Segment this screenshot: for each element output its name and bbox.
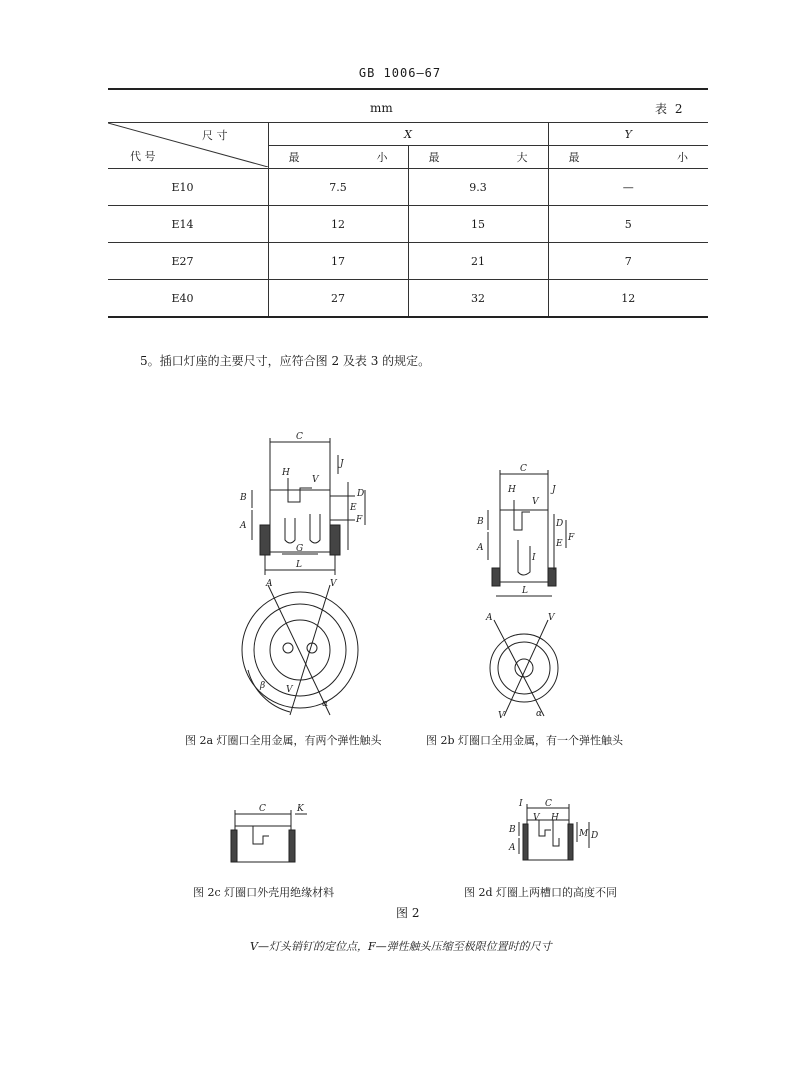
corner-header-dimension: 尺 寸 bbox=[202, 129, 228, 142]
table-unit: mm bbox=[370, 101, 393, 115]
fig2b-label-i: I bbox=[532, 553, 536, 563]
table-number: 表 2 bbox=[655, 102, 685, 116]
fig2a-label-b: B bbox=[240, 493, 247, 503]
figure-2b-drawing bbox=[468, 460, 583, 725]
fig2a-label-e: E bbox=[350, 503, 357, 513]
figure-2a-drawing bbox=[230, 430, 370, 720]
fig2a-label-d: D bbox=[357, 489, 365, 499]
fig2a-label-g: G bbox=[296, 544, 304, 554]
fig2d-label-m: M bbox=[579, 829, 589, 839]
fig2b-label-c: C bbox=[520, 464, 527, 474]
standard-number: GB 1006—67 bbox=[358, 66, 442, 80]
row-code: E14 bbox=[108, 206, 268, 243]
figure-title: 图 2 bbox=[396, 906, 420, 920]
figure-2d-drawing bbox=[505, 796, 605, 870]
figure-note: V—灯头销钉的定位点，F—弹性触头压缩至极限位置时的尺寸 bbox=[250, 940, 552, 953]
cell-y-min: 5 bbox=[548, 206, 708, 243]
fig2a-label-l: L bbox=[296, 560, 302, 570]
cell-y-min: — bbox=[548, 169, 708, 206]
cell-y-min: 12 bbox=[548, 280, 708, 318]
cell-x-max: 32 bbox=[408, 280, 548, 318]
fig2c-label-k: K bbox=[297, 804, 304, 814]
fig2d-label-c: C bbox=[545, 799, 552, 809]
subheader-x-min: 最 小 bbox=[268, 146, 408, 169]
row-code: E27 bbox=[108, 243, 268, 280]
fig2a-label-alpha: α bbox=[322, 699, 329, 709]
fig2d-label-b: B bbox=[509, 825, 516, 835]
table-row bbox=[108, 280, 708, 318]
fig2a-label-a: A bbox=[240, 521, 247, 531]
fig2a-plan-label-v: V bbox=[330, 579, 337, 589]
figure-2c-drawing bbox=[225, 800, 315, 870]
fig2a-label-v: V bbox=[312, 475, 319, 485]
subheader-x-max: 最 大 bbox=[408, 146, 548, 169]
fig2b-label-j: J bbox=[552, 485, 556, 495]
table-row bbox=[108, 169, 708, 206]
fig2c-label-c: C bbox=[259, 804, 266, 814]
top-rule bbox=[108, 88, 708, 90]
fig2b-plan-label-a: A bbox=[486, 613, 493, 623]
cell-x-max: 9.3 bbox=[408, 169, 548, 206]
cell-x-max: 15 bbox=[408, 206, 548, 243]
cell-x-min: 17 bbox=[268, 243, 408, 280]
figure-2d-caption: 图 2d 灯圈上两槽口的高度不同 bbox=[464, 886, 618, 899]
corner-header-code: 代 号 bbox=[130, 150, 156, 163]
dimension-table bbox=[108, 122, 708, 318]
table-row bbox=[108, 206, 708, 243]
fig2a-label-j: J bbox=[340, 459, 344, 469]
fig2d-label-h: H bbox=[551, 813, 559, 823]
subheader-y-min: 最 小 bbox=[548, 146, 708, 169]
fig2b-plan-label-v: V bbox=[548, 613, 555, 623]
fig2a-label-f: F bbox=[356, 515, 363, 525]
fig2d-label-a: A bbox=[509, 843, 516, 853]
fig2d-label-d: D bbox=[591, 831, 599, 841]
group-header-y: Y bbox=[548, 123, 708, 146]
fig2b-label-alpha: α bbox=[536, 709, 543, 719]
fig2a-label-beta: β bbox=[260, 681, 266, 691]
table-row bbox=[108, 243, 708, 280]
figure-2a-caption: 图 2a 灯圈口全用金属，有两个弹性触头 bbox=[185, 734, 382, 747]
cell-x-min: 12 bbox=[268, 206, 408, 243]
section-5-text: 5。插口灯座的主要尺寸，应符合图 2 及表 3 的规定。 bbox=[140, 354, 431, 368]
fig2b-label-b: B bbox=[477, 517, 484, 527]
row-code: E40 bbox=[108, 280, 268, 318]
cell-x-max: 21 bbox=[408, 243, 548, 280]
fig2b-label-v: V bbox=[532, 497, 539, 507]
figure-2b-caption: 图 2b 灯圈口全用金属，有一个弹性触头 bbox=[426, 734, 624, 747]
fig2d-label-i: I bbox=[519, 799, 523, 809]
fig2b-label-h: H bbox=[508, 485, 516, 495]
cell-x-min: 27 bbox=[268, 280, 408, 318]
fig2a-label-c: C bbox=[296, 432, 303, 442]
fig2a-plan-label-v2: V bbox=[286, 685, 293, 695]
fig2a-label-h: H bbox=[282, 468, 290, 478]
fig2b-label-l: L bbox=[522, 586, 528, 596]
group-header-x: X bbox=[268, 123, 548, 146]
fig2b-plan-label-v2: V bbox=[498, 711, 505, 721]
cell-x-min: 7.5 bbox=[268, 169, 408, 206]
fig2a-plan-label-a: A bbox=[266, 579, 273, 589]
cell-y-min: 7 bbox=[548, 243, 708, 280]
fig2b-label-f: F bbox=[568, 533, 575, 543]
fig2b-label-e: E bbox=[556, 539, 563, 549]
fig2b-label-d: D bbox=[556, 519, 564, 529]
fig2d-label-v: V bbox=[533, 813, 540, 823]
figure-2c-caption: 图 2c 灯圈口外壳用绝缘材料 bbox=[193, 886, 335, 899]
fig2b-label-a: A bbox=[477, 543, 484, 553]
row-code: E10 bbox=[108, 169, 268, 206]
table-corner-cell bbox=[108, 123, 268, 169]
